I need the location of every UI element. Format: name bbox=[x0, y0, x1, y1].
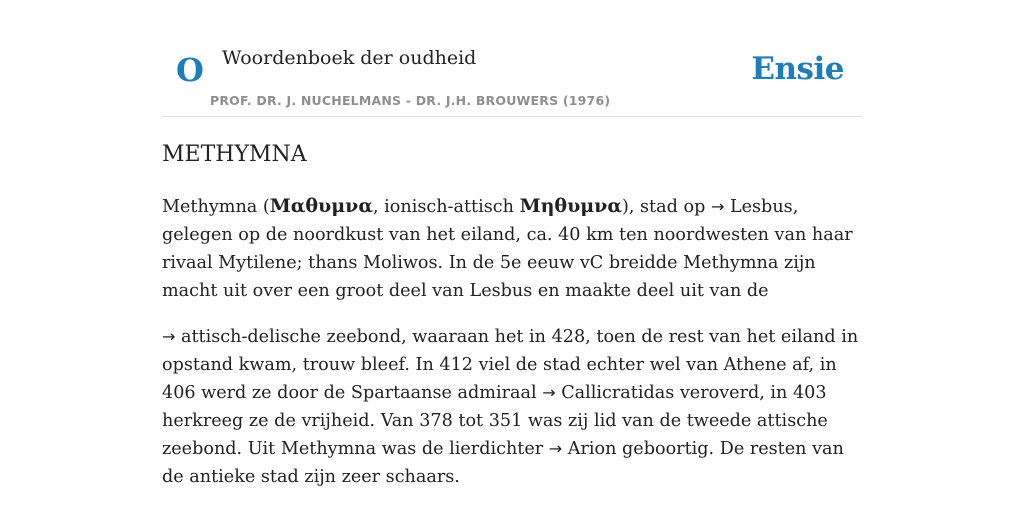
arrow-right-icon: → bbox=[542, 383, 556, 402]
greek-name-ionic: Μηθυμνα bbox=[519, 195, 622, 217]
dictionary-page bbox=[162, 0, 862, 487]
ensie-logo[interactable]: Ensie bbox=[751, 51, 844, 87]
entry-paragraph-1 bbox=[162, 192, 862, 305]
xref-link-label: Lesbus bbox=[729, 197, 793, 217]
text-segment: , gelegen op de noordkust van het eiland, ca. 40 km ten noordwesten van haar rivaal Mytilene; thans Moliwos. In de 5e eeuw vC breidde Methymna zijn macht uit over een groot deel van Lesbus en maakte deel uit van de bbox=[162, 197, 853, 301]
book-authors: PROF. DR. J. NUCHELMANS - DR. J.H. BROUWERS (1976) bbox=[210, 93, 611, 108]
xref-link-lesbus[interactable] bbox=[711, 197, 793, 217]
index-letter[interactable]: O bbox=[176, 51, 204, 89]
text-segment: Methymna ( bbox=[162, 197, 270, 217]
xref-link-arion[interactable] bbox=[549, 439, 617, 459]
book-title[interactable]: Woordenboek der oudheid bbox=[222, 47, 477, 69]
entry-paragraph-2 bbox=[162, 323, 862, 491]
page-header bbox=[162, 0, 862, 117]
xref-link-label: attisch-delische zeebond bbox=[181, 327, 402, 347]
arrow-right-icon: → bbox=[710, 197, 725, 216]
text-segment: geboortig. De resten van de antieke stad zijn zeer schaars. bbox=[162, 439, 844, 487]
entry-title: METHYMNA bbox=[162, 142, 307, 167]
text-segment: , ionisch-attisch bbox=[372, 197, 520, 217]
greek-name-doric: Μαθυμνα bbox=[269, 195, 373, 217]
text-segment: , waaraan het in 428, toen de rest van het eiland in opstand kwam, trouw bleef. In 412 viel de stad echter wel van Athene af, in 406 werd ze door de Spartaanse admiraal bbox=[162, 327, 859, 403]
xref-link-label: Arion bbox=[567, 439, 617, 459]
text-segment: ), stad op bbox=[621, 197, 711, 217]
arrow-right-icon: → bbox=[162, 327, 176, 346]
xref-link-attisch-delische-zeebond[interactable] bbox=[162, 327, 401, 347]
xref-link-callicratidas[interactable] bbox=[542, 383, 674, 403]
arrow-right-icon: → bbox=[548, 439, 563, 458]
xref-link-label: Callicratidas bbox=[561, 383, 675, 403]
text-segment: veroverd, in 403 herkreeg ze de vrijheid. Van 378 tot 351 was zij lid van de tweede attische zeebond. Uit Methymna was de lierdichter bbox=[162, 383, 828, 459]
